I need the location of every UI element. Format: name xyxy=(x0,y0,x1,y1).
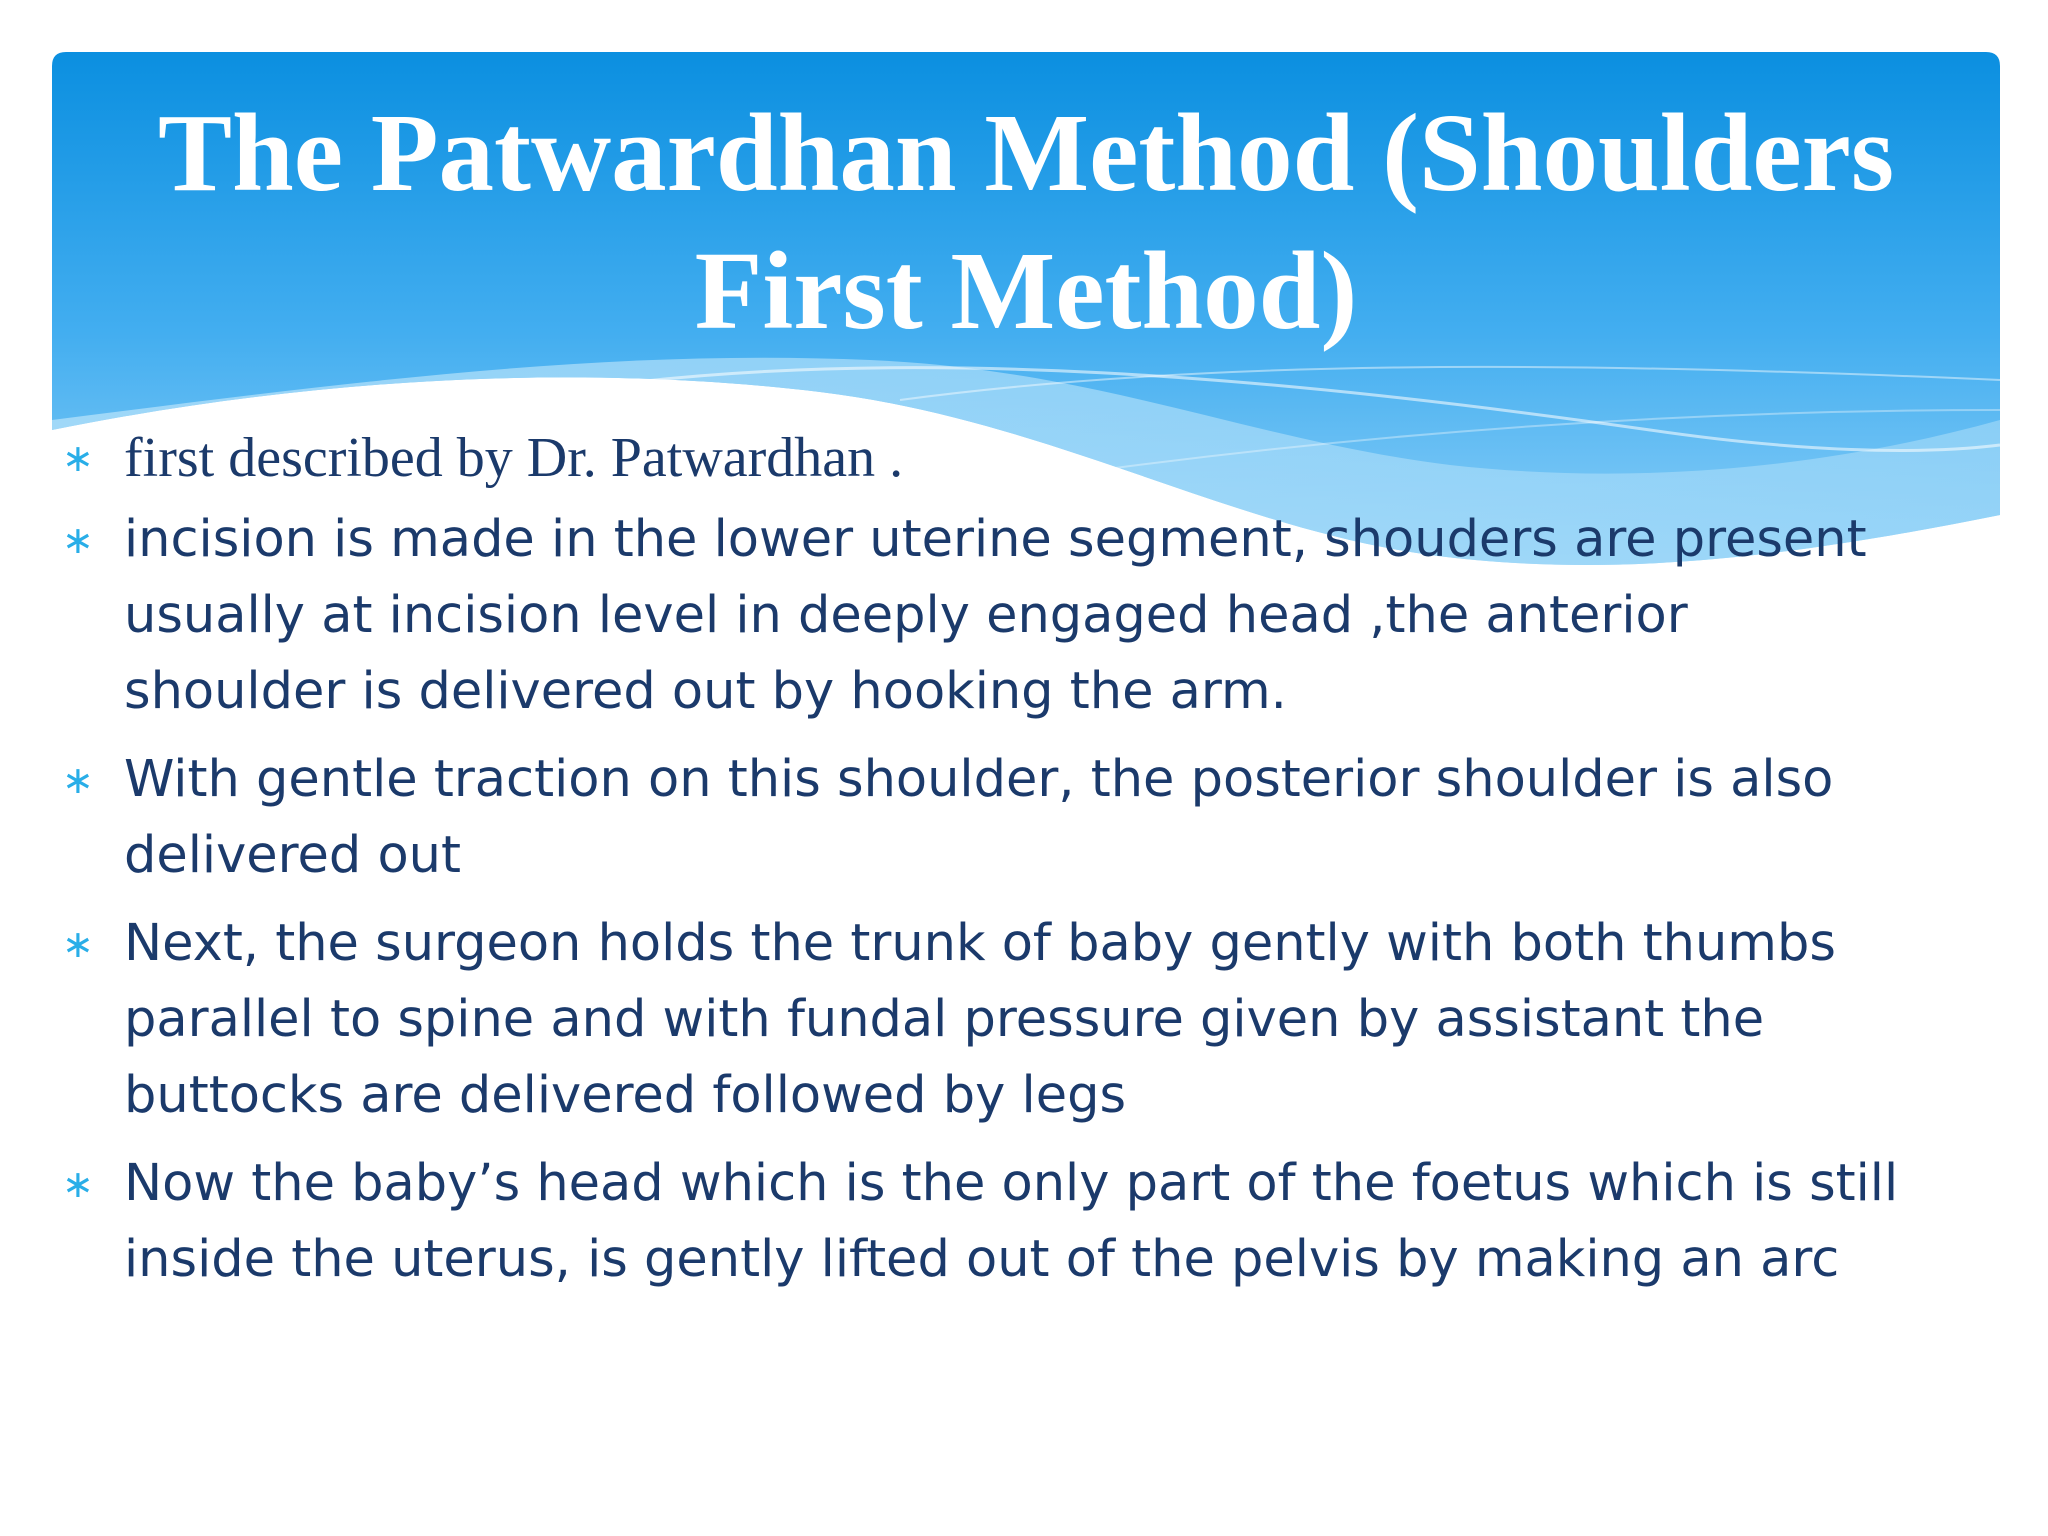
asterisk-bullet-icon: ∗ xyxy=(62,922,94,966)
bullet-item xyxy=(62,742,1902,894)
asterisk-bullet-icon: ∗ xyxy=(62,518,94,562)
bullet-text: first described by Dr. Patwardhan . xyxy=(124,427,904,489)
bullet-text: Now the baby’s head which is the only part of the foetus which is still inside the uterus, is gently lifted out of the pelvis by making an arc xyxy=(124,1154,1899,1289)
asterisk-bullet-icon: ∗ xyxy=(62,1162,94,1206)
slide-title: The Patwardhan Method (Shoulders First Method) xyxy=(157,92,1895,353)
bullet-item xyxy=(62,420,1902,496)
bullet-item xyxy=(62,502,1902,730)
bullet-text: incision is made in the lower uterine segment, shouders are present usually at incision level in deeply engaged head ,the anterior shoulder is delivered out by hooking the arm. xyxy=(124,510,1867,721)
bullet-list xyxy=(62,420,1902,1310)
asterisk-bullet-icon: ∗ xyxy=(62,758,94,802)
bullet-text: With gentle traction on this shoulder, the posterior shoulder is also delivered out xyxy=(124,750,1834,885)
bullet-item xyxy=(62,1146,1902,1298)
bullet-text: Next, the surgeon holds the trunk of baby gently with both thumbs parallel to spine and with fundal pressure given by assistant the buttocks are delivered followed by legs xyxy=(124,914,1836,1125)
bullet-item xyxy=(62,906,1902,1134)
asterisk-bullet-icon: ∗ xyxy=(62,436,94,480)
